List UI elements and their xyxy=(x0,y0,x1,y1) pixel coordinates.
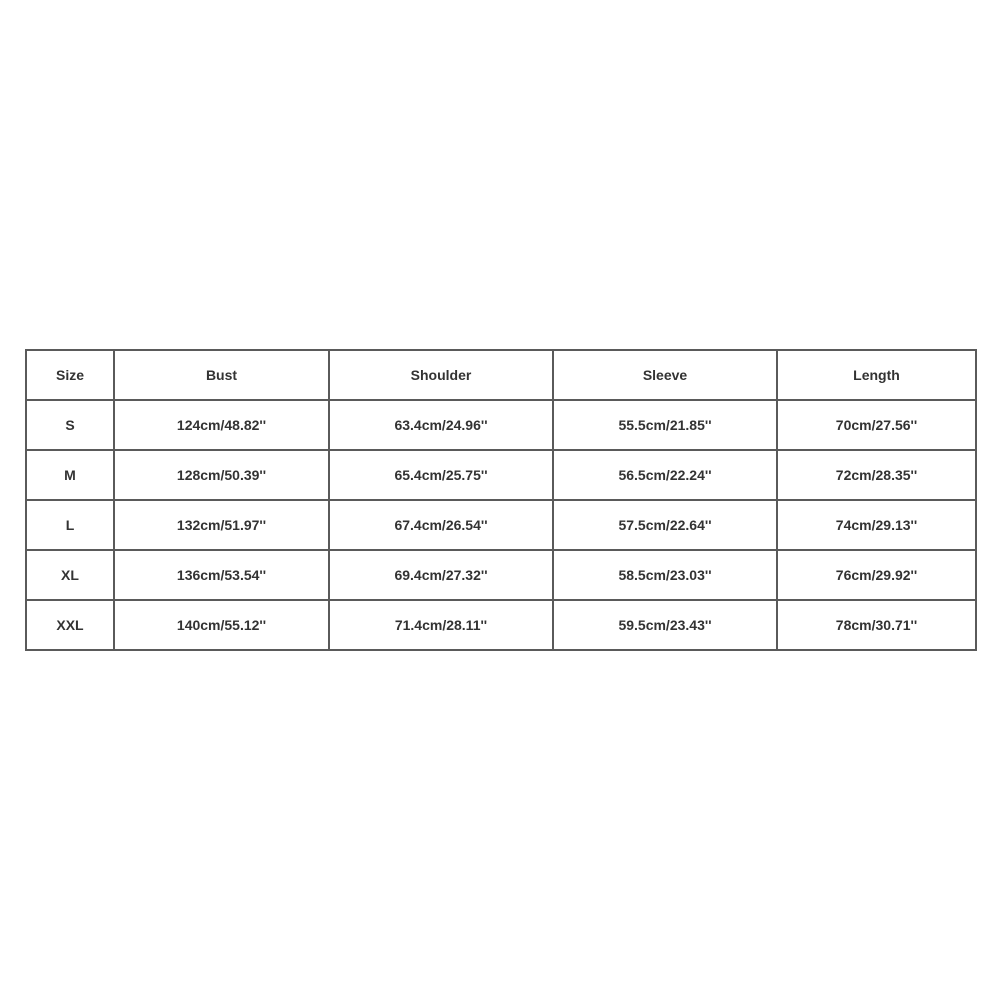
header-sleeve: Sleeve xyxy=(553,350,777,400)
cell-sleeve: 57.5cm/22.64'' xyxy=(553,500,777,550)
table-row xyxy=(26,450,976,500)
cell-length: 76cm/29.92'' xyxy=(777,550,976,600)
cell-length: 72cm/28.35'' xyxy=(777,450,976,500)
cell-length: 70cm/27.56'' xyxy=(777,400,976,450)
cell-shoulder: 63.4cm/24.96'' xyxy=(329,400,553,450)
cell-bust: 136cm/53.54'' xyxy=(114,550,329,600)
cell-bust: 128cm/50.39'' xyxy=(114,450,329,500)
cell-size: L xyxy=(26,500,114,550)
table-header-row xyxy=(26,350,976,400)
cell-shoulder: 71.4cm/28.11'' xyxy=(329,600,553,650)
header-bust: Bust xyxy=(114,350,329,400)
cell-size: XXL xyxy=(26,600,114,650)
cell-length: 74cm/29.13'' xyxy=(777,500,976,550)
cell-sleeve: 55.5cm/21.85'' xyxy=(553,400,777,450)
table-row xyxy=(26,500,976,550)
header-length: Length xyxy=(777,350,976,400)
cell-sleeve: 58.5cm/23.03'' xyxy=(553,550,777,600)
size-chart-table xyxy=(25,349,977,651)
cell-size: M xyxy=(26,450,114,500)
cell-bust: 124cm/48.82'' xyxy=(114,400,329,450)
header-size: Size xyxy=(26,350,114,400)
table-row xyxy=(26,400,976,450)
cell-shoulder: 65.4cm/25.75'' xyxy=(329,450,553,500)
table-row xyxy=(26,600,976,650)
cell-bust: 132cm/51.97'' xyxy=(114,500,329,550)
cell-bust: 140cm/55.12'' xyxy=(114,600,329,650)
header-shoulder: Shoulder xyxy=(329,350,553,400)
cell-shoulder: 69.4cm/27.32'' xyxy=(329,550,553,600)
cell-size: XL xyxy=(26,550,114,600)
cell-sleeve: 59.5cm/23.43'' xyxy=(553,600,777,650)
cell-shoulder: 67.4cm/26.54'' xyxy=(329,500,553,550)
cell-length: 78cm/30.71'' xyxy=(777,600,976,650)
table-row xyxy=(26,550,976,600)
cell-size: S xyxy=(26,400,114,450)
cell-sleeve: 56.5cm/22.24'' xyxy=(553,450,777,500)
